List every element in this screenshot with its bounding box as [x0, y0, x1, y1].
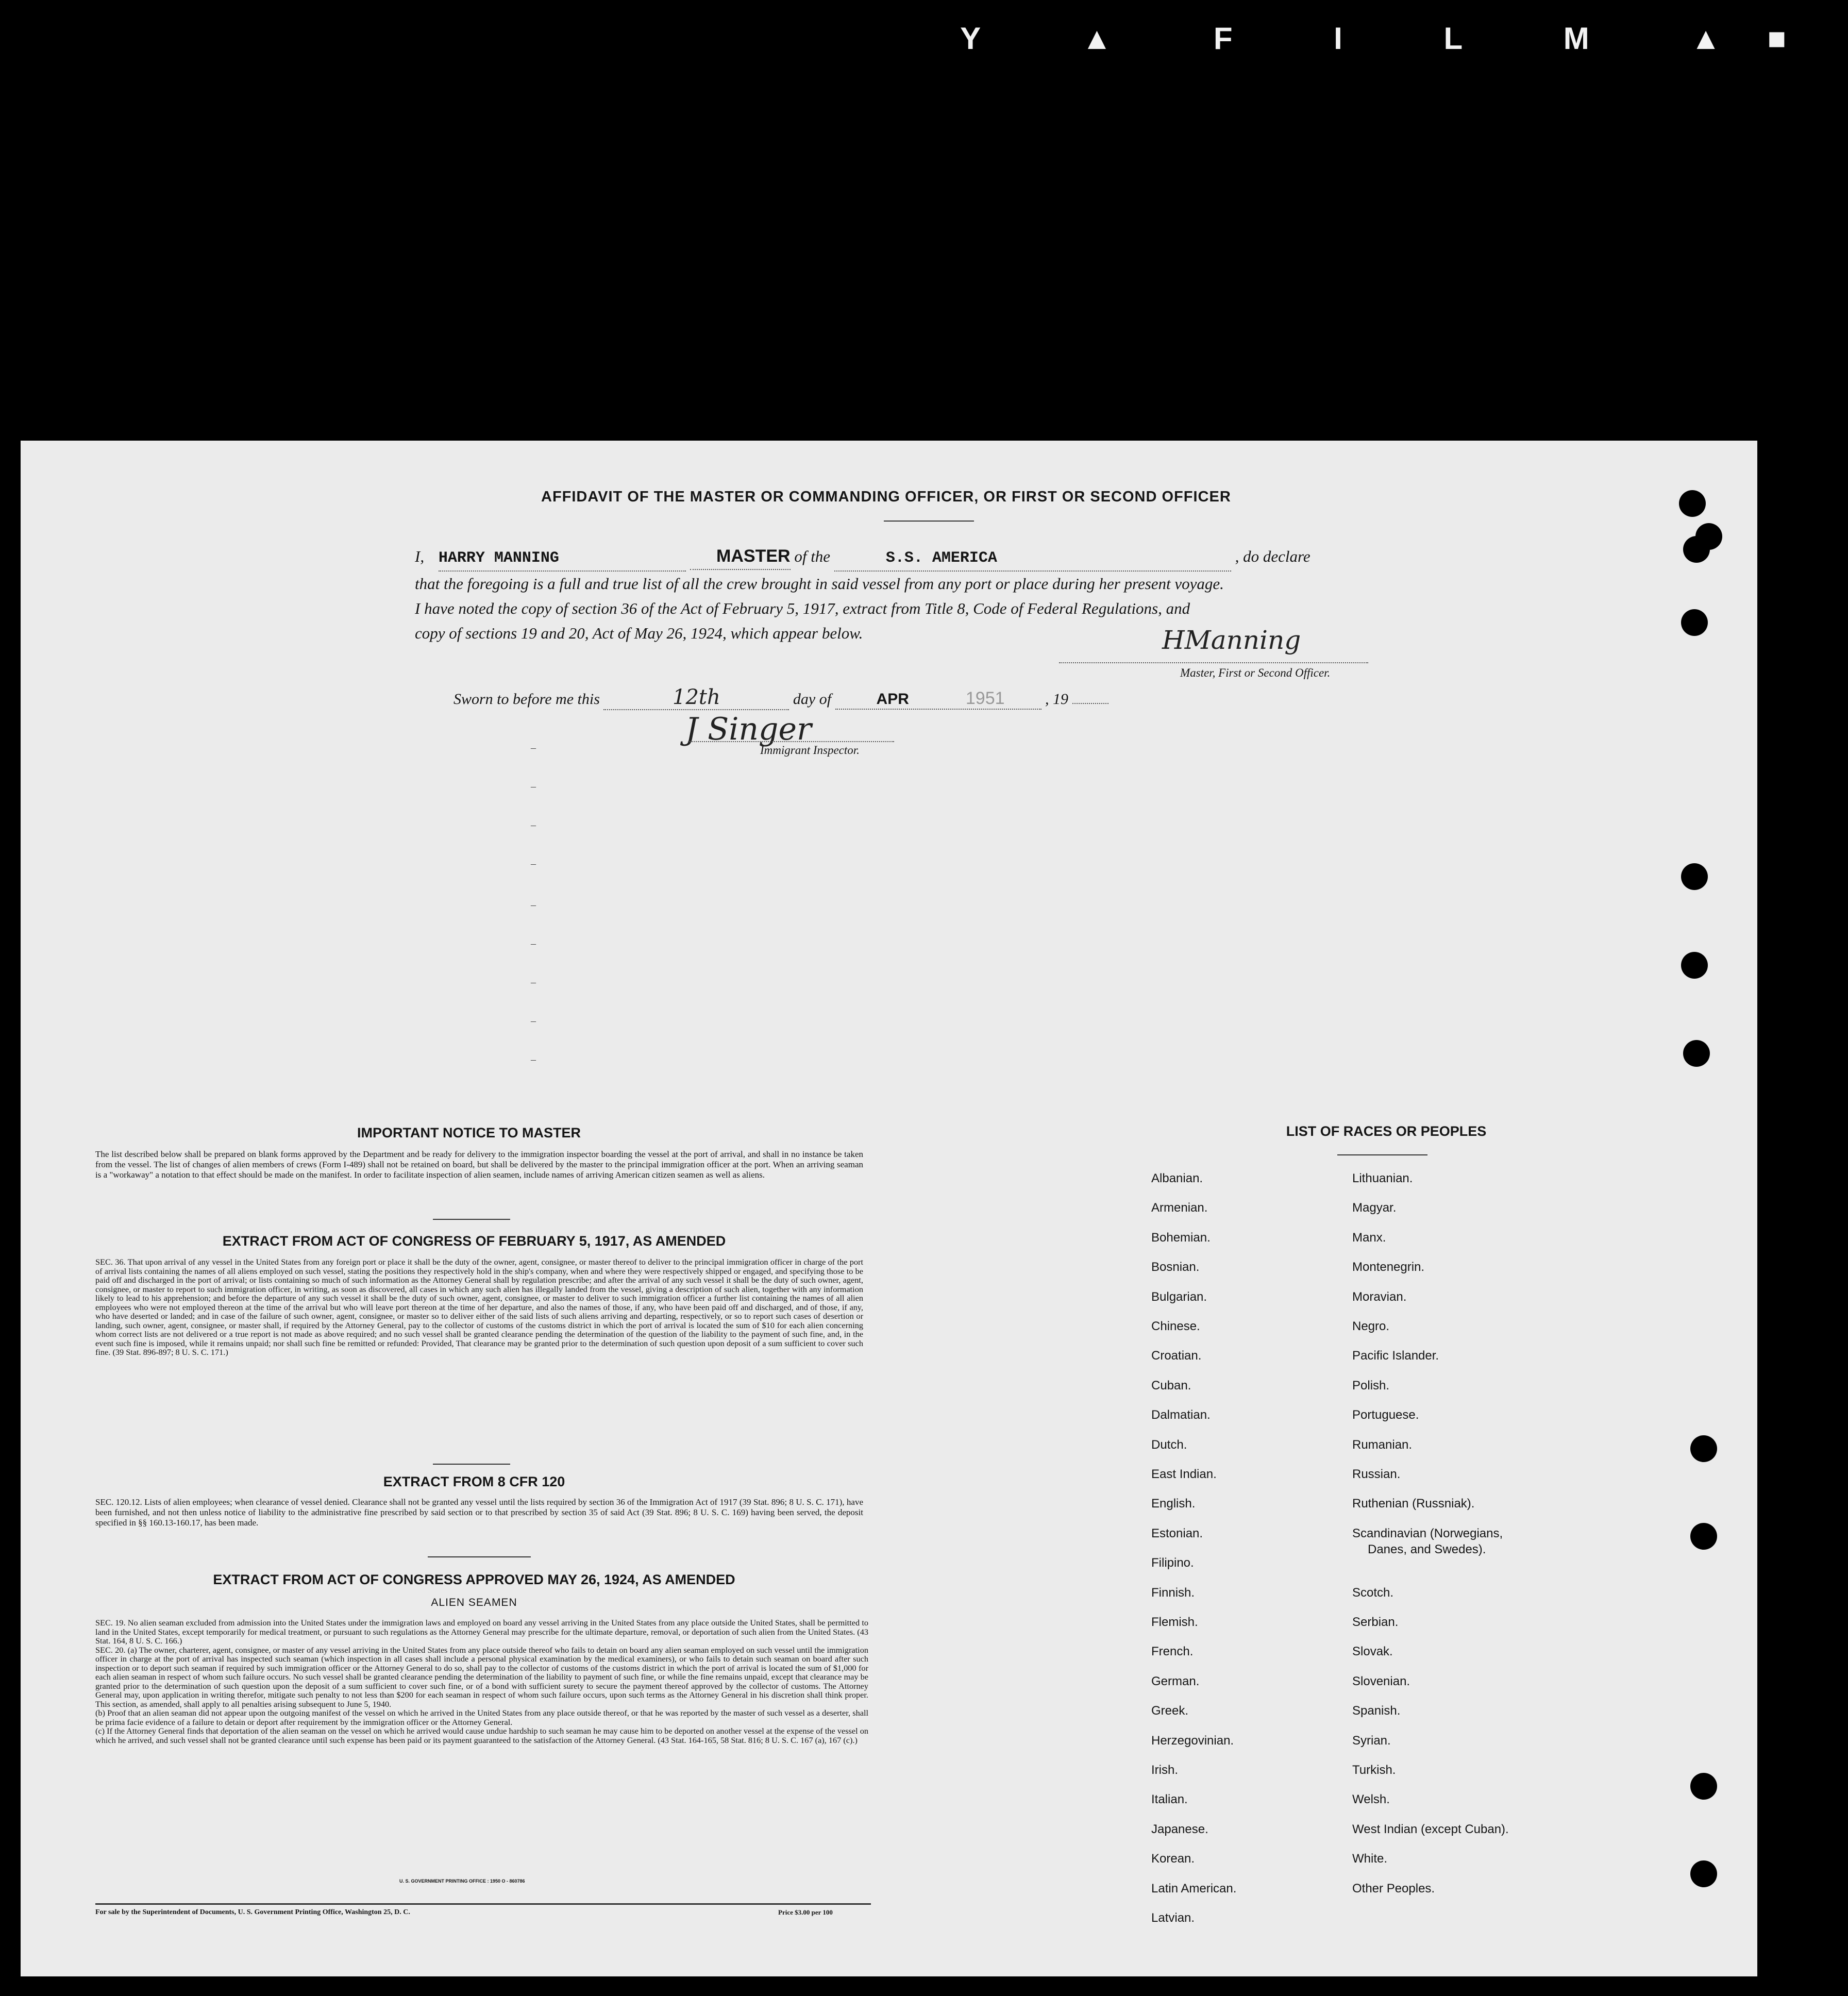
section-divider — [433, 1464, 510, 1465]
punch-hole — [1679, 490, 1706, 517]
extract-1924-text — [95, 1618, 868, 1745]
race-item: Ruthenian (Russniak). — [1352, 1497, 1475, 1511]
day-of-label: day of — [793, 691, 832, 708]
margin-tick: – — [531, 858, 536, 869]
race-item: Rumanian. — [1352, 1438, 1413, 1452]
affidavit-title: AFFIDAVIT OF THE MASTER OR COMMANDING OFFICER, OR FIRST OR SECOND OFFICER — [541, 489, 1231, 505]
of-the-label: of the — [794, 547, 831, 565]
race-item: Korean. — [1151, 1852, 1195, 1866]
document-page — [21, 441, 1757, 1976]
sworn-day-line — [603, 685, 789, 710]
race-item: Portuguese. — [1352, 1408, 1419, 1422]
year-line — [1072, 703, 1108, 704]
race-item: Greek. — [1151, 1704, 1189, 1718]
races-divider — [1337, 1154, 1427, 1155]
race-item: Slovak. — [1352, 1645, 1393, 1658]
race-item: White. — [1352, 1852, 1388, 1866]
margin-tick: – — [531, 819, 536, 831]
inspector-signature: J Singer — [685, 711, 812, 747]
race-item: West Indian (except Cuban). — [1352, 1822, 1509, 1836]
punch-hole — [1690, 1435, 1717, 1462]
race-item: Croatian. — [1151, 1349, 1202, 1363]
race-item: Armenian. — [1151, 1201, 1208, 1215]
race-item: Turkish. — [1352, 1763, 1396, 1777]
race-item: Lithuanian. — [1352, 1171, 1413, 1185]
race-item: Spanish. — [1352, 1704, 1401, 1718]
race-item: Pacific Islander. — [1352, 1349, 1439, 1363]
do-declare-label: , do declare — [1235, 547, 1311, 565]
vessel-name: S.S. AMERICA — [885, 549, 997, 567]
race-item: Bosnian. — [1151, 1260, 1200, 1274]
race-item: Bohemian. — [1151, 1231, 1211, 1245]
section-divider — [433, 1219, 510, 1220]
race-item: Latvian. — [1151, 1911, 1195, 1925]
race-item: Slovenian. — [1352, 1674, 1410, 1688]
punch-hole — [1681, 863, 1708, 890]
punch-hole — [1683, 536, 1710, 563]
race-item: Flemish. — [1151, 1615, 1198, 1629]
sec-20a: SEC. 20. (a) The owner, charterer, agent, consignee, or master of any vessel arriving in the United States from any place outside thereof who fails to detain on board any alien seaman employed on such vessel until the immigration officer in charge at the port of arrival has inspected such seaman (which inspection in all cases shall include a personal physical examination by the medical examiners), or who fails to detain such seaman on board after such inspection or to deport such seaman if required by such immigration officer or the Attorney General to do so, shall pay to the collector of customs of the customs district in which the port of arrival is located the sum of $1,000 for each alien seaman in respect of whom such failure occurs. No such vessel shall be granted clearance pending the determination of the liability to payment of such fine, or while the fine remains unpaid, except that clearance may be granted prior to the determination of such question upon the deposit of a sum sufficient to cover such fine, or of a bond with sufficient surety to secure the payment thereof approved by the collector of customs. The Attorney General may, upon application in writing therefor, mitigate such penalty to not less than $200 for each seaman in respect of whom such failure occurs, upon such terms as the Attorney General in his discretion shall think proper. This section, as amended, shall apply to all penalties arising subsequent to June 5, 1940. — [95, 1645, 868, 1709]
sworn-month: APR — [876, 691, 909, 708]
race-item: Chinese. — [1151, 1319, 1200, 1333]
race-item: East Indian. — [1151, 1467, 1217, 1481]
notice-heading: IMPORTANT NOTICE TO MASTER — [357, 1125, 581, 1140]
race-item: Finnish. — [1151, 1586, 1195, 1600]
sworn-line — [453, 685, 1108, 710]
race-item: Latin American. — [1151, 1882, 1237, 1896]
inspector-caption: Immigrant Inspector. — [760, 744, 860, 757]
race-item: Cuban. — [1151, 1379, 1191, 1393]
races-right-column — [1352, 1171, 1610, 1919]
declaration-line-4: copy of sections 19 and 20, Act of May 26, 1924, which appear below. — [415, 624, 863, 642]
punch-hole — [1690, 1523, 1717, 1550]
race-item: English. — [1151, 1497, 1196, 1511]
title-divider — [884, 521, 974, 522]
race-item: Bulgarian. — [1151, 1290, 1207, 1304]
punch-hole — [1690, 1773, 1717, 1800]
margin-tick: – — [531, 1015, 536, 1027]
extract-1924-subheading: ALIEN SEAMEN — [431, 1597, 517, 1608]
section-divider — [428, 1556, 531, 1557]
extract-1917-heading: EXTRACT FROM ACT OF CONGRESS OF FEBRUARY 5, 1917, AS AMENDED — [222, 1233, 726, 1249]
race-item: Filipino. — [1151, 1556, 1194, 1570]
race-item: Herzegovinian. — [1151, 1734, 1234, 1748]
margin-tick: – — [531, 977, 536, 988]
rank: MASTER — [716, 546, 791, 566]
race-item: Dalmatian. — [1151, 1408, 1211, 1422]
race-item: Syrian. — [1352, 1734, 1391, 1748]
sworn-prefix: Sworn to before me this — [453, 691, 600, 708]
sec-20b: (b) Proof that an alien seaman did not appear upon the outgoing manifest of the vessel on which he arrived in the United States from any place outside thereof, or that he was reported by the master of such vessel as a deserter, shall be prima facie evidence of a failure to detain or deport after requirement by the immigration officer or the Attorney General. — [95, 1708, 868, 1727]
punch-hole — [1681, 609, 1708, 636]
margin-tick: – — [531, 938, 536, 949]
margin-tick: – — [531, 781, 536, 792]
extract-1924-heading: EXTRACT FROM ACT OF CONGRESS APPROVED MAY 26, 1924, AS AMENDED — [213, 1572, 735, 1587]
printing-office-mark: U. S. GOVERNMENT PRINTING OFFICE : 1950 O - 860786 — [399, 1878, 525, 1884]
inspector-signature-line — [688, 741, 894, 742]
notice-text: The list described below shall be prepared on blank forms approved by the Department and be ready for delivery to the immigration inspector boarding the vessel at the port of arrival, and shall in no instance be taken from the vessel. The list of changes of alien members of crews (Form I-489) shall not be retained on board, but shall be delivered by the master to the principal immigration officer at the port. When an arriving seaman is a "workaway" a notation to that effect should be made on the manifest. In order to facilitate inspection of alien seamen, include names of arriving American citizen seamen as well as aliens. — [95, 1149, 863, 1180]
footer-rule — [95, 1903, 871, 1905]
month-line — [835, 689, 1041, 710]
punch-hole — [1690, 1860, 1717, 1887]
race-item: Other Peoples. — [1352, 1882, 1435, 1896]
vessel-line — [834, 544, 1231, 572]
rank-line — [690, 544, 791, 570]
declaration-line-3: I have noted the copy of section 36 of the Act of February 5, 1917, extract from Title 8, Code of Federal Regulations, and — [415, 599, 1190, 617]
race-item: Scandinavian (Norwegians, — [1352, 1527, 1503, 1540]
race-item: Negro. — [1352, 1319, 1390, 1333]
sworn-day: 12th — [673, 685, 720, 709]
master-name: HARRY MANNING — [438, 549, 559, 567]
margin-tick: – — [531, 742, 536, 753]
race-item: Polish. — [1352, 1379, 1390, 1393]
race-item: Moravian. — [1352, 1290, 1407, 1304]
race-item: Russian. — [1352, 1467, 1401, 1481]
race-item: French. — [1151, 1645, 1194, 1658]
race-item: Dutch. — [1151, 1438, 1187, 1452]
race-item: Magyar. — [1352, 1201, 1397, 1215]
race-item: Danes, and Swedes). — [1368, 1542, 1486, 1556]
race-item: Manx. — [1352, 1231, 1386, 1245]
extract-cfr-text: SEC. 120.12. Lists of alien employees; when clearance of vessel denied. Clearance shall not be granted any vessel until the lists required by section 36 of the Immigration Act of 1917 (39 Stat. 896; 8 U. S. C. 171), have been furnished, and not then unless notice of liability to the administrative fine prescribed by said section or to that prescribed by section 35 of said Act (39 Stat. 896; 8 U. S. C. 169) having been served, the deposit specified in §§ 160.13-160.17, has been made. — [95, 1497, 863, 1528]
sec-19: SEC. 19. No alien seaman excluded from admission into the United States under the immigration laws and employed on board any vessel arriving in the United States from any place outside the United States, shall be permitted to land in the United States, except temporarily for medical treatment, or pursuant to such regulations as the Attorney General may prescribe for the ultimate departure, removal, or deportation of such alien from the United States. (43 Stat. 164, 8 U. S. C. 166.) — [95, 1618, 868, 1646]
race-item: Scotch. — [1352, 1586, 1394, 1600]
sec-20c: (c) If the Attorney General finds that deportation of the alien seaman on the vessel on which he arrived would cause undue hardship to such seaman he may cause him to be deported on another vessel at the expense of the vessel on which he arrived, and such vessel shall not be granted clearance until such expense has been paid or its payment guaranteed to the satisfaction of the Attorney General. (43 Stat. 164-165, 58 Stat. 816; 8 U. S. C. 167 (a), 167 (c).) — [95, 1726, 868, 1745]
master-caption: Master, First or Second Officer. — [1180, 666, 1331, 679]
races-heading: LIST OF RACES OR PEOPLES — [1286, 1123, 1487, 1139]
punch-hole — [1681, 952, 1708, 979]
race-item: Japanese. — [1151, 1822, 1208, 1836]
race-item: Serbian. — [1352, 1615, 1399, 1629]
nineteen-label: , 19 — [1045, 691, 1069, 708]
master-signature: HManning — [1162, 625, 1301, 655]
year-stamp: 1951 — [965, 689, 1005, 708]
declaration-line-2: that the foregoing is a full and true list of all the crew brought in said vessel from any port or place during her present voyage. — [415, 575, 1224, 593]
race-item: German. — [1151, 1674, 1200, 1688]
footer-sale: For sale by the Superintendent of Documents, U. S. Government Printing Office, Washington 25, D. C. — [95, 1908, 410, 1916]
race-item: Irish. — [1151, 1763, 1179, 1777]
race-item: Albanian. — [1151, 1171, 1203, 1185]
extract-cfr-heading: EXTRACT FROM 8 CFR 120 — [383, 1474, 565, 1489]
margin-tick: – — [531, 1054, 536, 1065]
race-item: Italian. — [1151, 1792, 1188, 1806]
master-signature-line — [1059, 662, 1368, 663]
race-item: Estonian. — [1151, 1527, 1203, 1540]
master-name-line — [439, 544, 686, 572]
races-left-column — [1151, 1171, 1347, 1925]
footer-price: Price $3.00 per 100 — [778, 1908, 833, 1916]
race-item: Montenegrin. — [1352, 1260, 1425, 1274]
extract-1917-text: SEC. 36. That upon arrival of any vessel in the United States from any foreign port or place it shall be the duty of the owner, agent, consignee, or master thereof to deliver to the principal immigration officer in charge of the port of arrival lists containing the names of all aliens employed on such vessel, stating the positions they respectively hold in the ship's company, when and where they were respectively shipped or engaged, and specifying those to be paid off and discharged in the port of arrival; or lists containing so much of such information as the Attorney General shall by regulation prescribe; and after the arrival of any such vessel it shall be the duty of such owner, agent, consignee, or master to report to such immigration officer, in writing, as soon as discovered, all cases in which any such alien has illegally landed from the vessel, giving a description of such alien, together with any information likely to lead to his apprehension; and before the departure of any such vessel it shall be the duty of such owner, agent, consignee, or master to deliver to such immigration officer a further list containing the names of all alien employees who were not employed thereon at the time of the arrival but who will leave port thereon at the time of her departure, and also the names of those, if any, who have been paid off and discharged, and of those, if any, who have deserted or landed; and in case of the failure of such owner, agent, consignee, or master so to deliver either of the said lists of such aliens arriving and departing, respectively, or so to report such cases of desertion or landing, such owner, agent, consignee, or master shall, if required by the Attorney General, pay to the collector of customs of the customs district in which the port of arrival is located the sum of $10 for each alien concerning whom correct lists are not delivered or a true report is not made as above required; and no such vessel shall be granted clearance pending the determination of the question of the liability to the payment of such fine, and, in the event such fine is imposed, while it remains unpaid; nor shall such fine be remitted or refunded: Provided, That clearance may be granted prior to the determination of such question upon deposit of a sum sufficient to cover such fine. (39 Stat. 896-897; 8 U. S. C. 171.) — [95, 1257, 863, 1357]
film-strip-marks: Y ▲ F I L M ▲■ — [960, 21, 1833, 56]
punch-hole — [1683, 1040, 1710, 1067]
declaration-i: I, — [415, 547, 425, 565]
margin-tick: – — [531, 899, 536, 911]
race-item: Welsh. — [1352, 1792, 1390, 1806]
